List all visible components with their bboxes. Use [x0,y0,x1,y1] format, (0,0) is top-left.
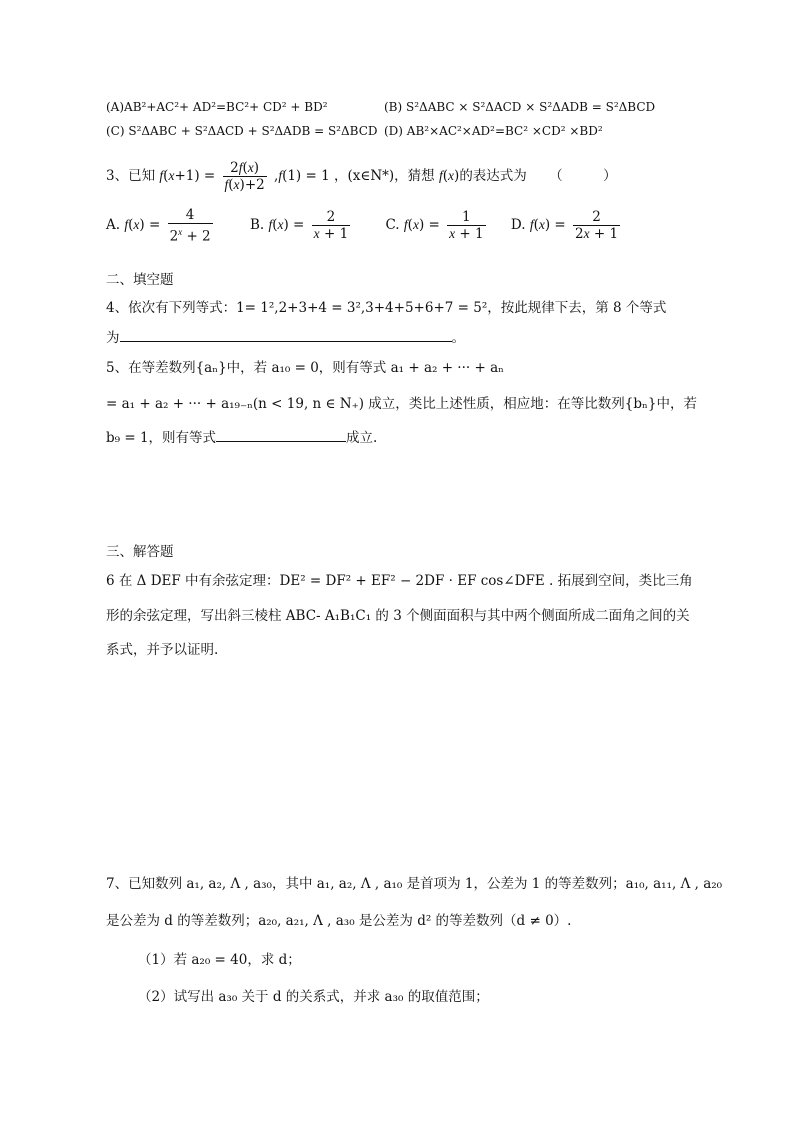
question-4-line2 [106,326,465,346]
q3-answer-paren: （ ） [549,168,617,184]
q4-suffix: 。 [451,330,465,346]
q3-opt-c: C. f(x) = $\frac{1}{x + 1}$ [385,209,484,243]
q3-fraction: $\frac{2f(x)}{f(x)+2}$ [224,160,265,193]
q3-opt-b: B. f(x) = $\frac{2}{x + 1}$ [249,209,349,243]
option-a: (A)AB²+AC²+ AD²=BC²+ CD² + BD² [106,100,328,114]
question-6-line3: 系式，并予以证明. [106,642,219,658]
question-5-line3 [106,426,377,446]
q4-answer-blank[interactable] [120,329,452,342]
q3-tail: 的表达式为 [459,168,527,184]
q5-answer-blank[interactable] [216,429,346,442]
option-c: (C) S²ΔABC + S²ΔACD + S²ΔADB = S²ΔBCD [106,124,378,138]
question-4-line1: 4、依次有下列等式：1= 1²,2+3+4 = 3²,3+4+5+6+7 = 5²，按此规律下去，第 8 个等式 [106,300,667,316]
q3-opt-d: D. f(x) = $\frac{2}{2x + 1}$ [510,209,619,243]
section-solve-heading: 三、解答题 [106,544,174,560]
q5-prefix: b₉ = 1，则有等式 [106,430,217,446]
q5-suffix: 成立. [346,430,378,446]
q3-prefix: 3、已知 [106,168,156,184]
question-3: 3、已知 f(x+1) = $\frac{2f(x)}{f(x)+2}$ ,f(1) = 1 ，(x∈N*)，猜想 f(x)的表达式为 （ ） [106,160,617,193]
question-7-line2: 是公差为 d 的等差数列；a₂₀, a₂₁, Λ , a₃₀ 是公差为 d² 的等差数列（d ≠ 0）. [106,913,572,929]
question-7-part2: （2）试写出 a₃₀ 关于 d 的关系式，并求 a₃₀ 的取值范围； [138,989,489,1005]
option-d: (D) AB²×AC²×AD²=BC² ×CD² ×BD² [384,124,603,138]
question-7-part1: （1）若 a₂₀ = 40，求 d； [138,952,301,968]
q3-function-lhs: f [159,168,164,183]
question-7-line1: 7、已知数列 a₁, a₂, Λ , a₃₀，其中 a₁, a₂, Λ , a₁₀ 是首项为 1，公差为 1 的等差数列；a₁₀, a₁₁, Λ , a₂₀ [106,876,723,892]
question-5-line2: = a₁ + a₂ + ··· + a₁₉₋ₙ(n < 19, n ∈ N₊) 成立，类比上述性质，相应地：在等比数列{bₙ}中，若 [106,396,697,412]
question-5-line1: 5、在等差数列{aₙ}中，若 a₁₀ = 0，则有等式 a₁ + a₂ + ··· + aₙ [106,360,504,376]
q3-condition: ，(x∈N*)，猜想 [333,168,435,184]
section-fill-blank-heading: 二、填空题 [106,272,174,288]
question-6-line1: 6 在 Δ DEF 中有余弦定理：DE² = DF² + EF² − 2DF · EF cos∠DFE . 拓展到空间，类比三角 [106,573,693,589]
q3-options [106,207,623,245]
q4-prefix: 为 [106,330,120,346]
q3-opt-a: A. f(x) = $\frac{4}{2^x + 2}$ [106,207,211,245]
option-b: (B) S²ΔABC × S²ΔACD × S²ΔADB = S²ΔBCD [384,100,656,114]
question-6-line2: 形的余弦定理，写出斜三棱柱 ABC- A₁B₁C₁ 的 3 个侧面面积与其中两个侧面所成二面角之间的关 [106,608,690,624]
